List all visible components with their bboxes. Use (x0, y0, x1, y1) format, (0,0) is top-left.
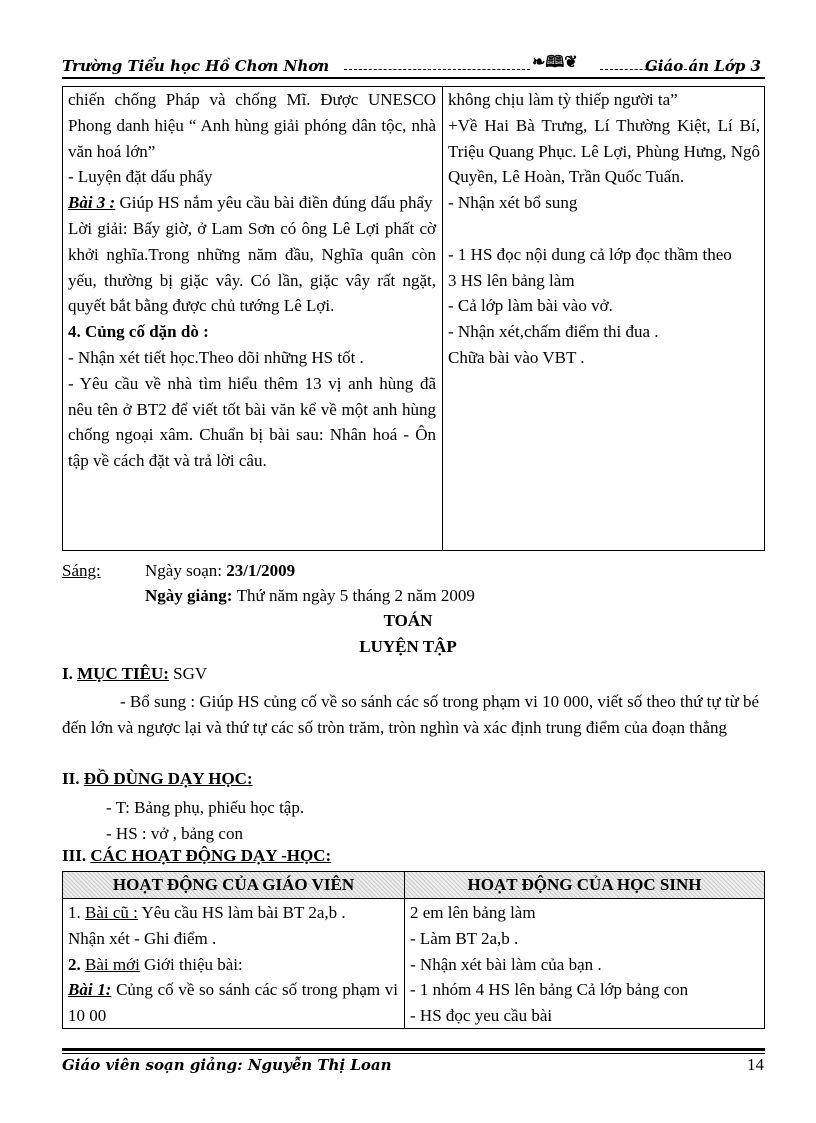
right-text: +Về Hai Bà Trưng, Lí Thường Kiệt, Lí Bí, Triệu Quang Phục. Lê Lợi, Phùng Hưng, Ngô Quyền, Lê Hoàn, Trần Quốc Tuấn. (448, 115, 760, 187)
session-label: Sáng: (62, 561, 101, 580)
section-suffix: SGV (168, 664, 208, 683)
objectives-text: - Bổ sung : Giúp HS củng cố về so sánh các số trong phạm vi 10 000, viết số theo thứ tự từ bé đến lớn và ngược lại và thứ tự các số tròn trăm, tròn nghìn và xác định trung điểm của đoạn thẳng (62, 692, 760, 737)
section-materials-heading (62, 769, 253, 789)
teach-date (145, 586, 475, 606)
baicu-text: Yêu cầu HS làm bài BT 2a,b . (137, 903, 346, 922)
section-number: III. (62, 846, 91, 865)
subject-title: TOÁN (383, 611, 433, 630)
page-number: 14 (747, 1055, 764, 1074)
column-divider (442, 87, 443, 550)
materials-item: - HS : vở , bảng con (106, 824, 243, 843)
column-divider (404, 872, 405, 1028)
right-text: - Làm BT 2a,b . (410, 928, 519, 948)
cungco-line: - Nhận xét tiết học.Theo dõi những HS tốt . (68, 347, 364, 367)
section-number: II. (62, 769, 84, 788)
activity-table (62, 871, 765, 1029)
section-objectives-heading (62, 664, 207, 684)
prep-date-value: 23/1/2009 (226, 561, 296, 580)
right-text: - Cả lớp làm bài vào vở. (448, 296, 613, 316)
bai3-label: Bài 3 : (68, 193, 116, 213)
baicu-prefix: 1. (68, 903, 85, 922)
header-class: Giáo án Lớp 3 (644, 57, 761, 75)
header-student: HOẠT ĐỘNG CỦA HỌC SINH (467, 875, 702, 894)
right-text: Chữa bài vào VBT . (448, 347, 585, 367)
footer-rule (62, 1048, 765, 1051)
section-title: MỤC TIÊU: (77, 664, 169, 683)
footer-rule-thin (62, 1053, 765, 1054)
section-title: CÁC HOẠT ĐỘNG DẠY -HỌC: (90, 846, 332, 865)
section-activities-heading (62, 846, 331, 866)
section-number: I. (62, 664, 78, 683)
baimoi-label: Bài mới (85, 954, 140, 974)
footer-teacher: Giáo viên soạn giảng: Nguyễn Thị Loan (62, 1056, 392, 1074)
baicu-label: Bài cũ : (85, 903, 138, 922)
bai3-paragraph (68, 190, 436, 216)
section-title: ĐỒ DÙNG DẠY HỌC: (83, 769, 253, 788)
student-column (410, 900, 760, 1029)
bai1-label: Bài 1: (68, 980, 112, 1000)
activity-table-continued (62, 86, 765, 551)
baicu-line (68, 900, 398, 926)
ornament-icon: ❧🕮❦ (532, 52, 578, 71)
baimoi-line (68, 952, 398, 978)
teacher-column (68, 900, 398, 1029)
bai1-text: Củng cố về so sánh các số trong phạm vi 10 00 (68, 980, 398, 1026)
prep-date-label: Ngày soạn: (145, 561, 227, 580)
baimoi-prefix: 2. (68, 954, 85, 974)
left-text: - Luyện đặt dấu phẩy (68, 167, 213, 187)
school-name: Trường Tiểu học Hồ Chơn Nhơn (62, 57, 330, 75)
left-text: Nhận xét - Ghi điểm . (68, 928, 217, 948)
student-column (448, 87, 760, 371)
cungco-title: 4. Củng cố dặn dò : (68, 322, 209, 342)
header-teacher: HOẠT ĐỘNG CỦA GIÁO VIÊN (112, 875, 355, 894)
lesson-title: LUYỆN TẬP (359, 637, 457, 656)
right-text: - 1 nhóm 4 HS lên bảng Cả lớp bảng con (410, 980, 689, 1000)
cungco-line: - Yêu cầu về nhà tìm hiểu thêm 13 vị anh hùng đã nêu tên ở BT2 để viết tốt bài văn kể về một anh hùng chống ngoại xâm. Chuẩn bị bài sau: Nhân hoá - Ôn tập về cách đặt và trả lời câu. (68, 373, 436, 471)
right-spacer (448, 216, 760, 242)
teacher-column (68, 87, 436, 474)
loi-giai: Lời giải: Bấy giờ, ở Lam Sơn có ông Lê Lợi phất cờ khởi nghĩa.Trong những năm đầu, Nghĩa quân còn yếu, thường bị giặc vây. Có lần, giặc vây rất ngặt, quyết bắt bằng được chủ tướng Lê Lợi. (68, 218, 436, 316)
right-text: 3 HS lên bảng làm (448, 270, 575, 290)
header-dash-left (344, 69, 530, 70)
baimoi-text: Giới thiệu bài: (139, 954, 243, 974)
header-rule (62, 77, 765, 79)
right-text: 2 em lên bảng làm (410, 903, 536, 922)
right-text: không chịu làm tỳ thiếp người ta” (448, 90, 678, 109)
right-text: - Nhận xét,chấm điểm thi đua . (448, 322, 659, 342)
materials-item: - T: Bảng phụ, phiếu học tập. (106, 798, 305, 817)
right-text: - Nhận xét bổ sung (448, 193, 578, 213)
teach-date-label: Ngày giảng: (145, 586, 237, 605)
bai3-text: Giúp HS nắm yêu cầu bài điền đúng dấu phẩy (115, 193, 433, 213)
right-text: - Nhận xét bài làm của bạn . (410, 954, 602, 974)
bai1-line (68, 977, 398, 1029)
page-header (62, 52, 765, 77)
right-text: - HS đọc yeu cầu bài (410, 1006, 553, 1026)
teach-date-value: Thứ năm ngày 5 tháng 2 năm 2009 (236, 586, 475, 605)
prep-date (145, 561, 295, 581)
left-text: chiến chống Pháp và chống Mĩ. Được UNESCO Phong danh hiệu “ Anh hùng giải phóng dân tộc, nhà văn hoá lớn” (68, 90, 436, 161)
right-text: - 1 HS đọc nội dung cả lớp đọc thầm theo (448, 244, 732, 264)
